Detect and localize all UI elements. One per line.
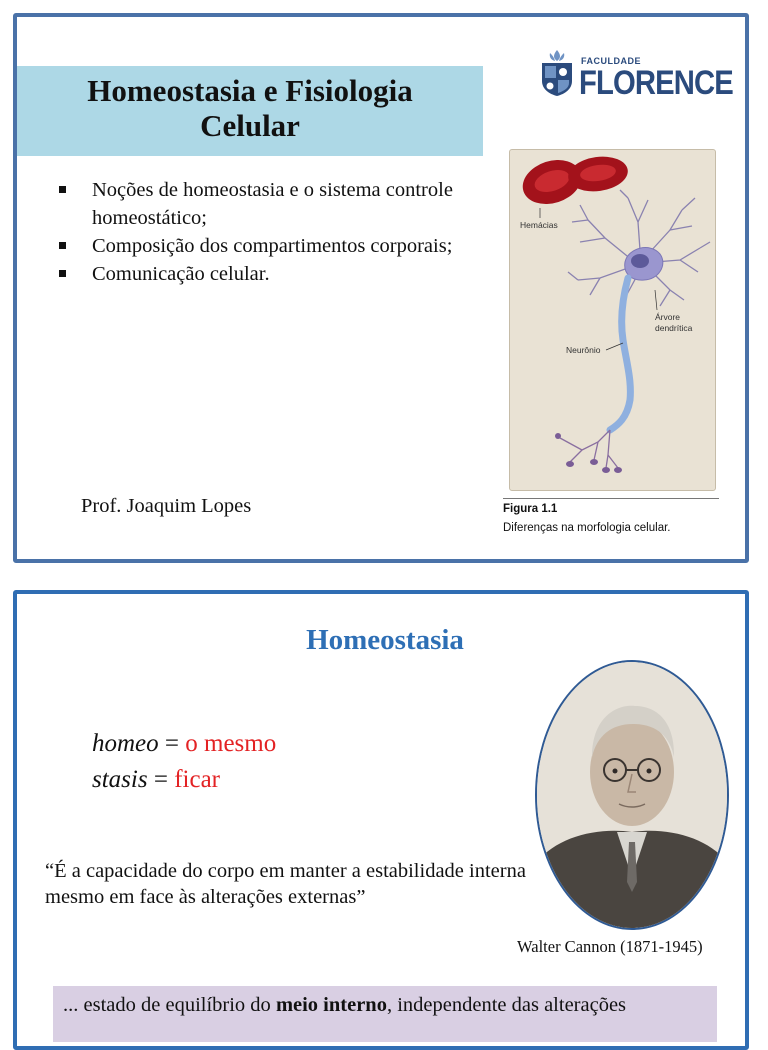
definition-quote: “É a capacidade do corpo em manter a estabilidade interna mesmo em face às alterações externas” bbox=[45, 860, 526, 908]
banner-text-start: ... estado de equilíbrio do bbox=[63, 994, 276, 1016]
bullet-text: Comunicação celular. bbox=[92, 263, 270, 285]
red-blood-cells-icon bbox=[517, 153, 630, 211]
etymology-line-2 bbox=[92, 762, 276, 798]
etymology-meaning: ficar bbox=[174, 766, 220, 793]
professor-name: Prof. Joaquim Lopes bbox=[81, 495, 252, 517]
nucleus-icon bbox=[631, 254, 649, 268]
figure-caption-title: Figura 1.1 bbox=[503, 503, 558, 515]
figure-divider bbox=[503, 498, 719, 499]
bullet-item bbox=[57, 260, 457, 288]
slide-title-line-1: Homeostasia e Fisiologia bbox=[87, 73, 413, 108]
shield-logo-icon bbox=[539, 49, 575, 97]
bullet-item bbox=[57, 232, 457, 260]
figure-caption-text: Diferenças na morfologia celular. bbox=[503, 522, 671, 534]
bullet-square-icon bbox=[59, 186, 66, 193]
label-dendrite-1: Árvore bbox=[655, 312, 681, 322]
etymology-meaning: o mesmo bbox=[185, 730, 277, 757]
label-dendrite-2: dendrítica bbox=[655, 323, 693, 333]
slide-2 bbox=[13, 590, 749, 1050]
portrait-photo-icon bbox=[537, 662, 727, 928]
etymology-term: homeo bbox=[92, 730, 159, 757]
walter-cannon-portrait bbox=[535, 660, 729, 930]
slide-1 bbox=[13, 13, 749, 563]
bullet-text: Composição dos compartimentos corporais; bbox=[92, 235, 453, 257]
axon-icon bbox=[610, 278, 630, 430]
slide-title bbox=[17, 66, 483, 143]
etymology-line-1 bbox=[92, 726, 276, 762]
slide-title-line-2: Celular bbox=[200, 108, 300, 143]
neuron-illustration bbox=[510, 150, 715, 490]
bullet-item bbox=[57, 176, 457, 232]
bullet-text: Noções de homeostasia e o sistema controle homeostático; bbox=[92, 179, 453, 229]
etymology-block bbox=[92, 726, 276, 798]
banner-text-bold: meio interno bbox=[275, 994, 387, 1016]
banner-text-end: , independente das alterações bbox=[386, 994, 627, 1016]
faculty-logo bbox=[539, 41, 733, 105]
etymology-equals: = bbox=[147, 766, 175, 793]
etymology-equals: = bbox=[158, 730, 186, 757]
logo-big-text: FLORENCE bbox=[579, 64, 733, 102]
label-rbc: Hemácias bbox=[520, 220, 558, 230]
portrait-caption: Walter Cannon (1871-1945) bbox=[517, 937, 703, 956]
logo-small-text: FACULDADE bbox=[581, 56, 641, 66]
label-neuron: Neurônio bbox=[566, 345, 601, 355]
slide-2-title: Homeostasia bbox=[306, 624, 464, 656]
title-band bbox=[17, 66, 483, 156]
banner-text bbox=[53, 986, 717, 1024]
etymology-term: stasis bbox=[92, 766, 148, 793]
definition-banner bbox=[53, 986, 717, 1042]
bullet-square-icon bbox=[59, 242, 66, 249]
cell-morphology-figure bbox=[509, 149, 716, 491]
bullet-square-icon bbox=[59, 270, 66, 277]
bullet-list bbox=[57, 176, 457, 288]
